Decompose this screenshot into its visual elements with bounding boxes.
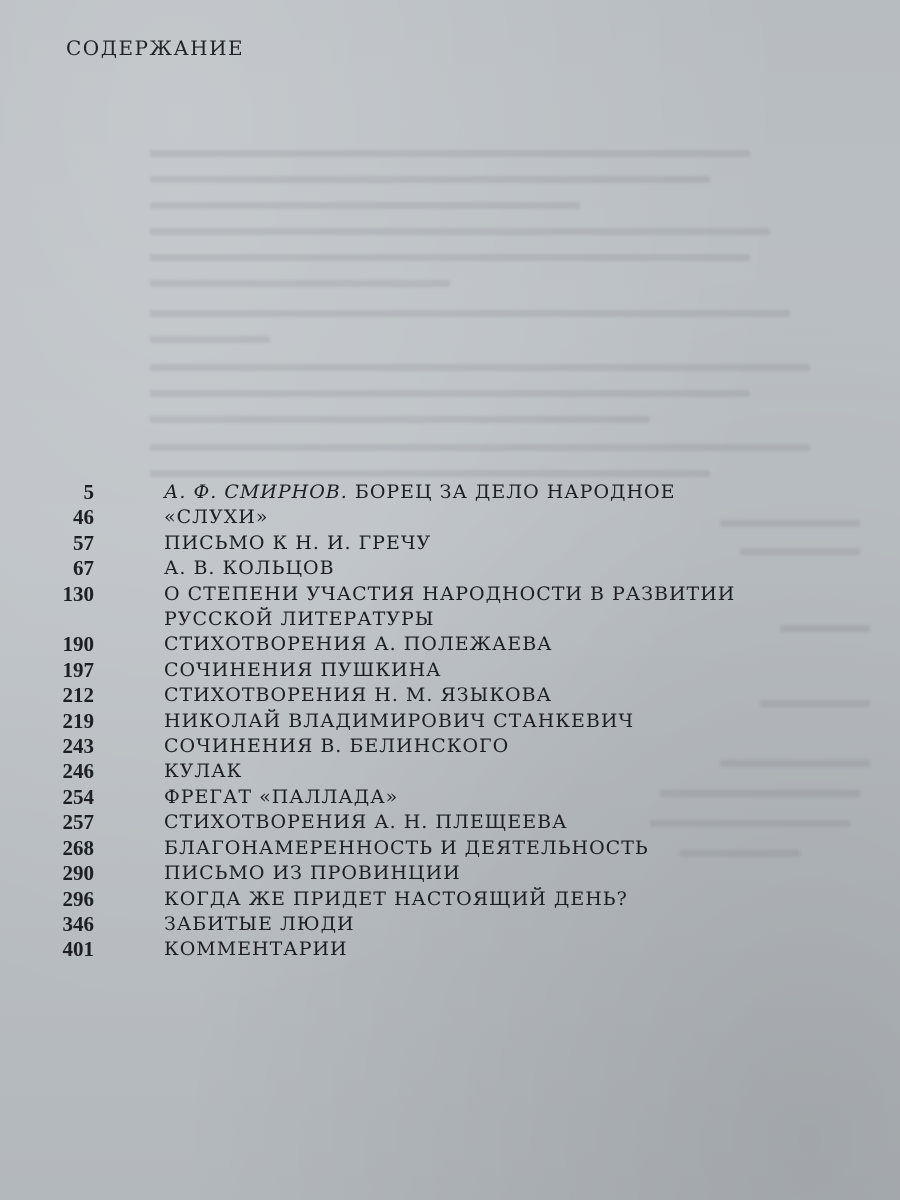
toc-entry-text: СТИХОТВОРЕНИЯ Н. М. ЯЗЫКОВА bbox=[164, 684, 552, 707]
toc-entry-text: НИКОЛАЙ ВЛАДИМИРОВИЧ СТАНКЕВИЧ bbox=[164, 709, 635, 732]
toc-page-number: 257 bbox=[62, 810, 94, 835]
toc-page-number: 190 bbox=[62, 632, 94, 657]
toc-entry bbox=[0, 480, 900, 505]
toc-entry-title bbox=[94, 836, 900, 861]
toc-entry-text: СОЧИНЕНИЯ ПУШКИНА bbox=[164, 658, 442, 681]
toc-page-number: 268 bbox=[62, 835, 94, 860]
toc-entry-text: «СЛУХИ» bbox=[164, 506, 269, 529]
toc-entry-title bbox=[94, 480, 900, 505]
toc-page-number: 346 bbox=[62, 911, 94, 936]
toc-entry bbox=[0, 505, 900, 530]
toc-entry-text: ЗАБИТЫЕ ЛЮДИ bbox=[164, 912, 355, 935]
toc-entry-text: О СТЕПЕНИ УЧАСТИЯ НАРОДНОСТИ В РАЗВИТИИ РУССКОЙ ЛИТЕРАТУРЫ bbox=[164, 582, 736, 631]
toc-entry-title bbox=[94, 632, 900, 657]
toc-entry-text: КУЛАК bbox=[164, 760, 243, 783]
toc-page-number: 401 bbox=[62, 937, 94, 962]
toc-entry-title bbox=[94, 887, 900, 912]
toc-entry bbox=[0, 556, 900, 581]
toc-page-number: 296 bbox=[62, 886, 94, 911]
toc-entry-text: КОММЕНТАРИИ bbox=[164, 938, 348, 961]
toc-page-number: 197 bbox=[62, 657, 94, 682]
toc-entry-title bbox=[94, 531, 900, 556]
toc-entry bbox=[0, 887, 900, 912]
toc-page-number: 243 bbox=[62, 734, 94, 759]
toc-entry bbox=[0, 683, 900, 708]
toc-page-number: 5 bbox=[83, 480, 94, 504]
toc-entry-title bbox=[94, 861, 900, 886]
toc-page-number: 67 bbox=[73, 556, 94, 581]
toc-page-number: 246 bbox=[62, 759, 94, 784]
page-title: СОДЕРЖАНИЕ bbox=[66, 36, 245, 60]
toc-entry bbox=[0, 937, 900, 962]
table-of-contents bbox=[0, 480, 900, 963]
toc-page-number: 219 bbox=[62, 708, 94, 733]
toc-entry-text: БОРЕЦ ЗА ДЕЛО НАРОДНОЕ bbox=[347, 481, 676, 503]
toc-entry bbox=[0, 785, 900, 810]
toc-entry-author: А. Ф. СМИРНОВ. bbox=[164, 481, 348, 503]
toc-entry bbox=[0, 912, 900, 937]
toc-entry bbox=[0, 836, 900, 861]
toc-entry bbox=[0, 632, 900, 657]
toc-entry-text: А. В. КОЛЬЦОВ bbox=[164, 557, 335, 580]
toc-entry bbox=[0, 582, 900, 633]
toc-entry-title bbox=[94, 556, 900, 581]
toc-entry-text: СОЧИНЕНИЯ В. БЕЛИНСКОГО bbox=[164, 735, 510, 758]
toc-entry bbox=[0, 658, 900, 683]
toc-page-number: 57 bbox=[73, 530, 94, 555]
toc-entry bbox=[0, 709, 900, 734]
toc-entry-title bbox=[94, 937, 900, 962]
toc-entry-text: ПИСЬМО К Н. И. ГРЕЧУ bbox=[164, 531, 432, 554]
toc-entry-text: ПИСЬМО ИЗ ПРОВИНЦИИ bbox=[164, 862, 461, 885]
toc-page-number: 290 bbox=[62, 861, 94, 886]
toc-page-number: 46 bbox=[73, 505, 94, 530]
toc-entry bbox=[0, 759, 900, 784]
toc-entry bbox=[0, 531, 900, 556]
toc-entry-text: СТИХОТВОРЕНИЯ А. ПОЛЕЖАЕВА bbox=[164, 633, 553, 656]
toc-entry-title bbox=[94, 734, 900, 759]
toc-entry-title bbox=[94, 582, 900, 633]
toc-page-number: 130 bbox=[62, 581, 94, 606]
toc-entry-text: БЛАГОНАМЕРЕННОСТЬ И ДЕЯТЕЛЬНОСТЬ bbox=[164, 836, 649, 859]
toc-entry-text: ФРЕГАТ «ПАЛЛАДА» bbox=[164, 785, 399, 808]
toc-page-number: 212 bbox=[62, 683, 94, 708]
toc-entry-title bbox=[94, 683, 900, 708]
toc-entry-title bbox=[94, 912, 900, 937]
toc-page-number: 254 bbox=[62, 784, 94, 809]
toc-entry-title bbox=[94, 658, 900, 683]
toc-entry bbox=[0, 734, 900, 759]
toc-entry-title bbox=[94, 709, 900, 734]
toc-entry-text: СТИХОТВОРЕНИЯ А. Н. ПЛЕЩЕЕВА bbox=[164, 811, 568, 834]
toc-entry-title bbox=[94, 505, 900, 530]
toc-entry-title bbox=[94, 785, 900, 810]
toc-entry-title bbox=[94, 810, 900, 835]
toc-entry-text: КОГДА ЖЕ ПРИДЕТ НАСТОЯЩИЙ ДЕНЬ? bbox=[164, 887, 628, 910]
toc-entry-title bbox=[94, 759, 900, 784]
toc-entry bbox=[0, 810, 900, 835]
toc-entry bbox=[0, 861, 900, 886]
